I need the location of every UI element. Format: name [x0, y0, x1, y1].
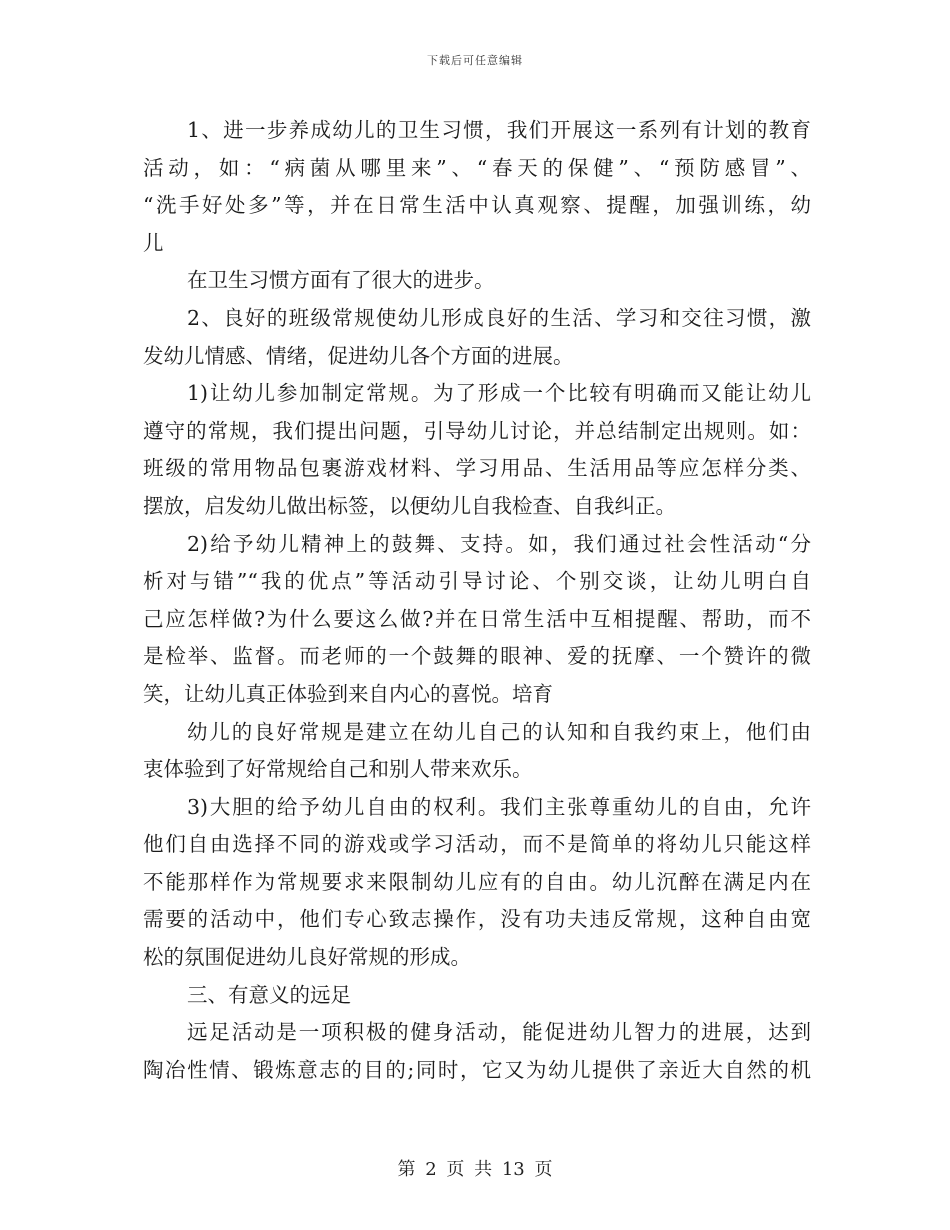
text-line: 遵守的常规，我们提出问题，引导幼儿讨论，并总结制定出规则。如： [143, 418, 811, 443]
text-line: 发幼儿情感、情绪，促进幼儿各个方面的进展。 [143, 343, 574, 368]
text-line: 析对与错”“我的优点”等活动引导讨论、个别交谈，让幼儿明白自 [143, 569, 811, 594]
text-line: 不能那样作为常规要求来限制幼儿应有的自由。幼儿沉醉在满足内在 [143, 869, 811, 894]
text-line: 2)给予幼儿精神上的鼓舞、支持。如，我们通过社会性活动“分 [187, 531, 811, 556]
page-number-footer: 第 2 页 共 13 页 [397, 1159, 553, 1180]
text-line: 衷体验到了好常规给自己和别人带来欢乐。 [143, 757, 533, 782]
text-line: 1、进一步养成幼儿的卫生习惯，我们开展这一系列有计划的教育 [187, 118, 811, 142]
text-line: “洗手好处多”等，并在日常生活中认真观察、提醒，加强训练，幼 [143, 193, 811, 218]
text-line: 己应怎样做?为什么要这么做?并在日常生活中互相提醒、帮助，而不 [143, 606, 811, 631]
text-line: 需要的活动中，他们专心致志操作，没有功夫违反常规，这种自由宽 [143, 907, 811, 932]
text-line: 活动，如：“病菌从哪里来”、“春天的保健”、“预防感冒”、 [143, 155, 811, 180]
text-line: 他们自由选择不同的游戏或学习活动，而不是简单的将幼儿只能这样 [143, 832, 811, 857]
text-line: 是检举、监督。而老师的一个鼓舞的眼神、爱的抚摩、一个赞许的微 [143, 644, 811, 669]
text-line: 幼儿的良好常规是建立在幼儿自己的认知和自我约束上，他们由 [187, 719, 811, 744]
page-header: 下载后可任意编辑 [427, 54, 523, 67]
text-line: 班级的常用物品包裹游戏材料、学习用品、生活用品等应怎样分类、 [143, 456, 811, 481]
text-line: 3)大胆的给予幼儿自由的权利。我们主张尊重幼儿的自由，允许 [187, 794, 811, 819]
text-line: 陶冶性情、锻炼意志的目的;同时，它又为幼儿提供了亲近大自然的机 [143, 1057, 811, 1082]
text-line: 笑，让幼儿真正体验到来自内心的喜悦。培育 [143, 681, 553, 706]
document-body [143, 112, 811, 1089]
text-line: 儿 [143, 230, 164, 255]
text-line: 1)让幼儿参加制定常规。为了形成一个比较有明确而又能让幼儿 [187, 381, 811, 406]
text-line: 远足活动是一项积极的健身活动，能促进幼儿智力的进展，达到 [187, 1020, 811, 1045]
text-line: 2、良好的班级常规使幼儿形成良好的生活、学习和交往习惯，激 [187, 305, 811, 330]
text-line: 松的氛围促进幼儿良好常规的形成。 [143, 945, 471, 970]
text-line: 三、有意义的远足 [187, 982, 351, 1007]
text-line: 在卫生习惯方面有了很大的进步。 [187, 268, 495, 293]
text-line: 摆放，启发幼儿做出标签，以便幼儿自我检查、自我纠正。 [143, 493, 676, 518]
